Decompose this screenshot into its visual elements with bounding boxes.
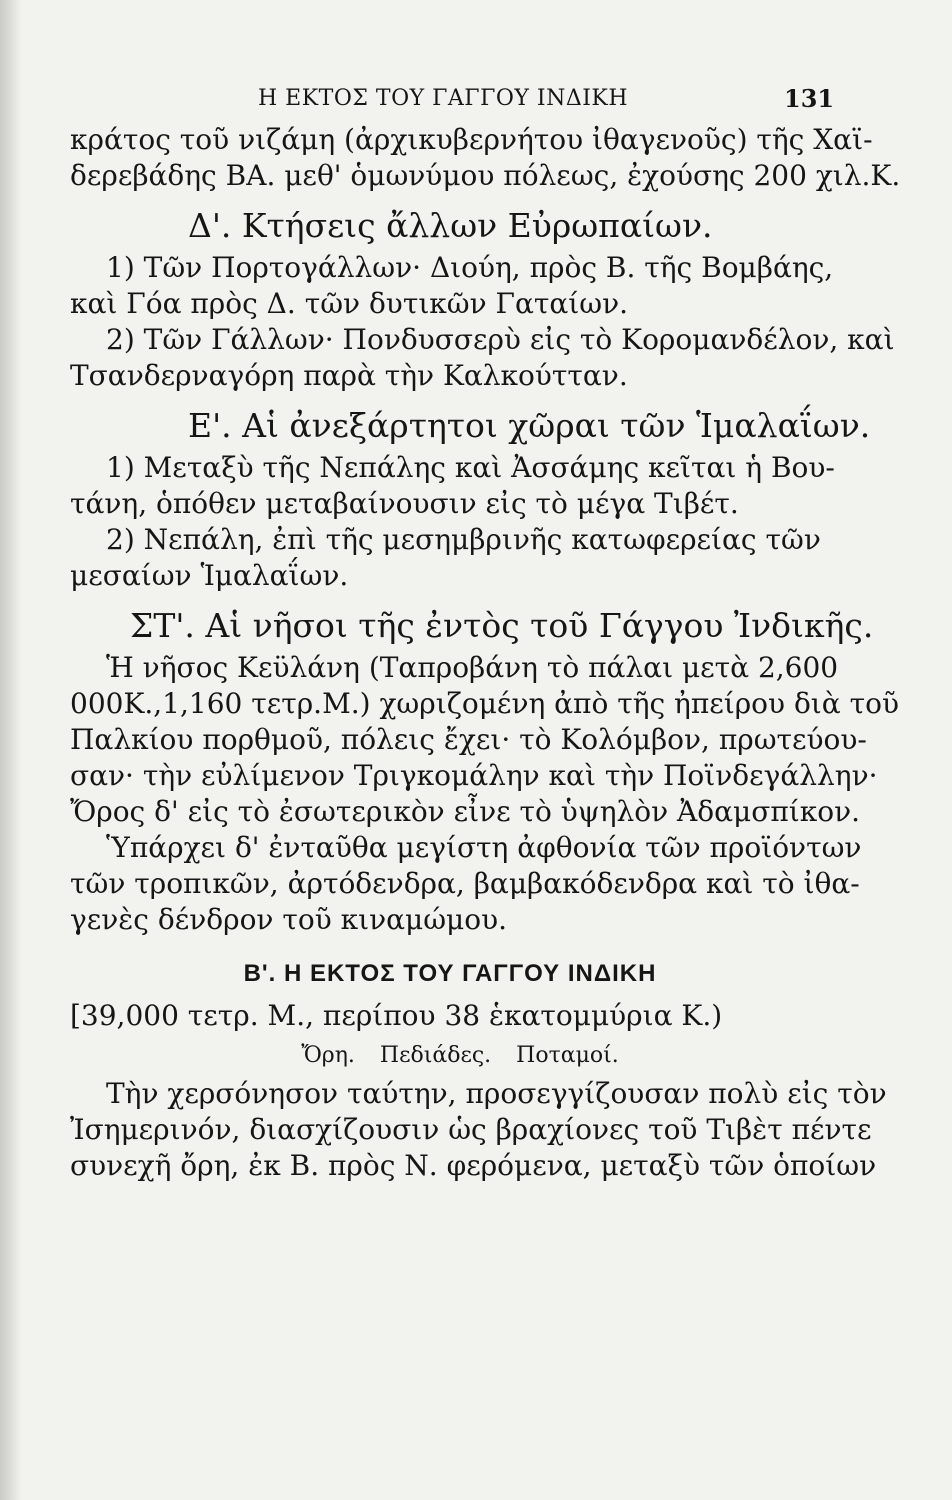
text-line: Παλκίου πορθμοῦ, πόλεις ἔχει· τὸ Κολόμβον, πρωτεύου- xyxy=(70,723,867,756)
page-text xyxy=(70,122,901,1184)
text-line: Ὑπάρχει δ' ἐνταῦθα μεγίστη ἀφθονία τῶν προϊόντων xyxy=(106,831,862,864)
text-line: γενὲς δένδρον τοῦ κιναμώμου. xyxy=(70,903,508,936)
running-head: Η ΕΚΤΟΣ ΤΟΥ ΓΑΓΓΟΥ ΙΝΔΙΚΗ xyxy=(258,86,629,111)
text-line: δερεβάδης ΒΑ. μεθ' ὁμωνύμου πόλεως, ἐχούσης 200 χιλ.Κ. xyxy=(70,159,901,192)
text-line: τῶν τροπικῶν, ἀρτόδενδρα, βαμβακόδενδρα καὶ τὸ ἰθα- xyxy=(70,867,860,900)
text-line: Ἡ νῆσος Κεϋλάνη (Ταπροβάνη τὸ πάλαι μετὰ 2,600 xyxy=(106,651,839,684)
text-line: 2) Νεπάλη, ἐπὶ τῆς μεσημβρινῆς κατωφερείας τῶν xyxy=(106,523,821,556)
page-number: 131 xyxy=(784,84,835,113)
text-line: 1) Μεταξὺ τῆς Νεπάλης καὶ Ἀσσάμης κεῖται ἡ Βου- xyxy=(106,451,835,484)
section-heading-e: Ε'. Αἱ ἀνεξάρτητοι χῶραι τῶν Ἱμαλαΐων. xyxy=(188,406,871,445)
chapter-area: [39,000 τετρ. Μ., περίπου 38 ἑκατομμύρια Κ.) xyxy=(70,999,723,1032)
text-line: καὶ Γόα πρὸς Δ. τῶν δυτικῶν Γαταίων. xyxy=(70,287,629,320)
section-heading-st: ΣΤ'. Αἱ νῆσοι τῆς ἐντὸς τοῦ Γάγγου Ἰνδικῆς. xyxy=(130,606,874,645)
chapter-subheads: Ὄρη. Πεδιάδες. Ποταμοί. xyxy=(301,1043,619,1068)
page-header xyxy=(0,82,952,122)
page-gutter-shadow xyxy=(0,0,22,1500)
text-line: συνεχῆ ὄρη, ἐκ Β. πρὸς Ν. φερόμενα, μεταξὺ τῶν ὁποίων xyxy=(70,1149,877,1182)
text-line: Τὴν χερσόνησον ταύτην, προσεγγίζουσαν πολὺ εἰς τὸν xyxy=(106,1077,887,1110)
text-line: κράτος τοῦ νιζάμη (ἀρχικυβερνήτου ἰθαγενοῦς) τῆς Χαϊ- xyxy=(70,123,873,156)
text-line: Τσανδερναγόρη παρὰ τὴν Καλκούτταν. xyxy=(70,359,628,392)
text-line: σαν· τὴν εὐλίμενον Τριγκομάλην καὶ τὴν Ποϊνδεγάλλην· xyxy=(70,759,878,792)
section-heading-d: Δ'. Κτήσεις ἄλλων Εὐρωπαίων. xyxy=(188,206,713,245)
text-line: 000Κ.,1,160 τετρ.Μ.) χωριζομένη ἀπὸ τῆς ἠπείρου διὰ τοῦ xyxy=(70,687,899,720)
text-line: τάνη, ὁπόθεν μεταβαίνουσιν εἰς τὸ μέγα Τιβέτ. xyxy=(70,487,739,520)
text-line: μεσαίων Ἱμαλαΐων. xyxy=(70,559,349,592)
text-line: Ἰσημερινόν, διασχίζουσιν ὡς βραχίονες τοῦ Τιβὲτ πέντε xyxy=(70,1113,872,1146)
chapter-title: Β'. Η ΕΚΤΟΣ ΤΟΥ ΓΑΓΓΟΥ ΙΝΔΙΚΗ xyxy=(243,960,657,987)
text-line: 1) Τῶν Πορτογάλλων· Διούη, πρὸς Β. τῆς Βομβάης, xyxy=(106,251,834,284)
text-line: Ὄρος δ' εἰς τὸ ἐσωτερικὸν εἶνε τὸ ὑψηλὸν Ἀδαμσπίκον. xyxy=(70,795,860,828)
text-line: 2) Τῶν Γάλλων· Πονδυσσερὺ εἰς τὸ Κορομανδέλον, καὶ xyxy=(106,323,895,356)
